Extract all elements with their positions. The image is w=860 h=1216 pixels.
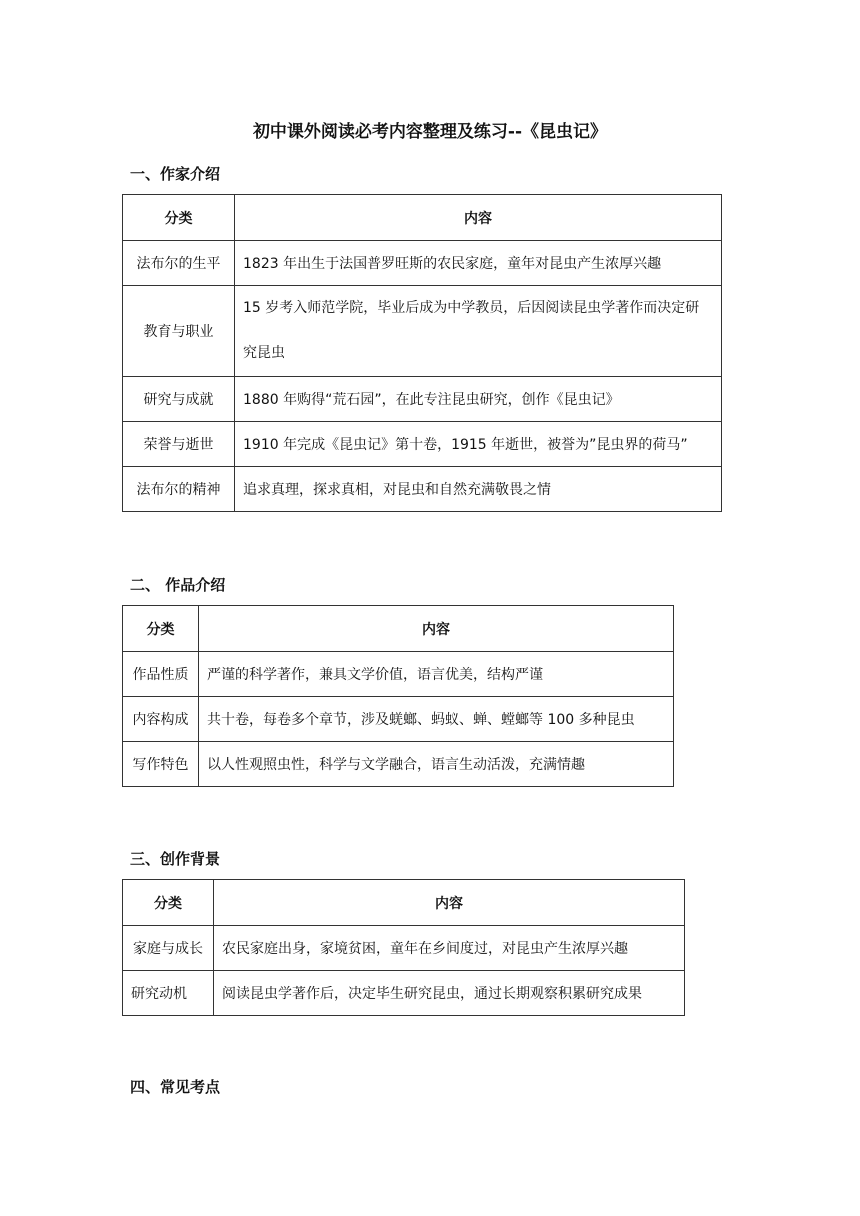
row-category: 法布尔的生平 <box>123 241 235 286</box>
row-content: 追求真理，探求真相，对昆虫和自然充满敬畏之情 <box>235 467 722 512</box>
row-category: 研究与成就 <box>123 377 235 422</box>
table-header-row <box>123 606 674 652</box>
row-content: 15 岁考入师范学院，毕业后成为中学教员，后因阅读昆虫学著作而决定研究昆虫 <box>235 286 722 377</box>
work-table <box>122 605 674 787</box>
row-category: 内容构成 <box>123 697 199 742</box>
section-heading-background: 三、创作背景 <box>130 850 221 868</box>
section-heading-exam-points: 四、常见考点 <box>130 1078 221 1096</box>
header-content: 内容 <box>235 195 722 241</box>
row-content: 以人性观照虫性，科学与文学融合，语言生动活泼，充满情趣 <box>199 742 674 787</box>
row-content: 共十卷，每卷多个章节，涉及蜣螂、蚂蚁、蝉、螳螂等 100 多种昆虫 <box>199 697 674 742</box>
row-content: 1880 年购得“荒石园”，在此专注昆虫研究，创作《昆虫记》 <box>235 377 722 422</box>
row-category: 教育与职业 <box>123 286 235 377</box>
row-content: 阅读昆虫学著作后，决定毕生研究昆虫，通过长期观察积累研究成果 <box>214 971 685 1016</box>
page-title: 初中课外阅读必考内容整理及练习--《昆虫记》 <box>252 122 608 142</box>
table-row <box>123 971 685 1016</box>
row-content: 1910 年完成《昆虫记》第十卷，1915 年逝世，被誉为”昆虫界的荷马” <box>235 422 722 467</box>
author-table <box>122 194 722 512</box>
row-category: 法布尔的精神 <box>123 467 235 512</box>
header-category: 分类 <box>123 195 235 241</box>
table-row <box>123 422 722 467</box>
row-category: 荣誉与逝世 <box>123 422 235 467</box>
table-row <box>123 241 722 286</box>
table-row <box>123 467 722 512</box>
table-row <box>123 377 722 422</box>
table-row <box>123 286 722 377</box>
table-row <box>123 652 674 697</box>
table-row <box>123 697 674 742</box>
table-row <box>123 926 685 971</box>
header-category: 分类 <box>123 606 199 652</box>
row-category: 作品性质 <box>123 652 199 697</box>
row-category: 写作特色 <box>123 742 199 787</box>
row-content: 农民家庭出身，家境贫困，童年在乡间度过，对昆虫产生浓厚兴趣 <box>214 926 685 971</box>
table-row <box>123 742 674 787</box>
header-content: 内容 <box>214 880 685 926</box>
table-header-row <box>123 880 685 926</box>
row-content: 严谨的科学著作，兼具文学价值，语言优美，结构严谨 <box>199 652 674 697</box>
background-table <box>122 879 685 1016</box>
row-category: 家庭与成长 <box>123 926 214 971</box>
section-heading-work: 二、 作品介绍 <box>130 576 226 594</box>
row-category: 研究动机 <box>123 971 214 1016</box>
table-header-row <box>123 195 722 241</box>
row-content: 1823 年出生于法国普罗旺斯的农民家庭，童年对昆虫产生浓厚兴趣 <box>235 241 722 286</box>
section-heading-author: 一、作家介绍 <box>130 165 221 183</box>
header-content: 内容 <box>199 606 674 652</box>
header-category: 分类 <box>123 880 214 926</box>
